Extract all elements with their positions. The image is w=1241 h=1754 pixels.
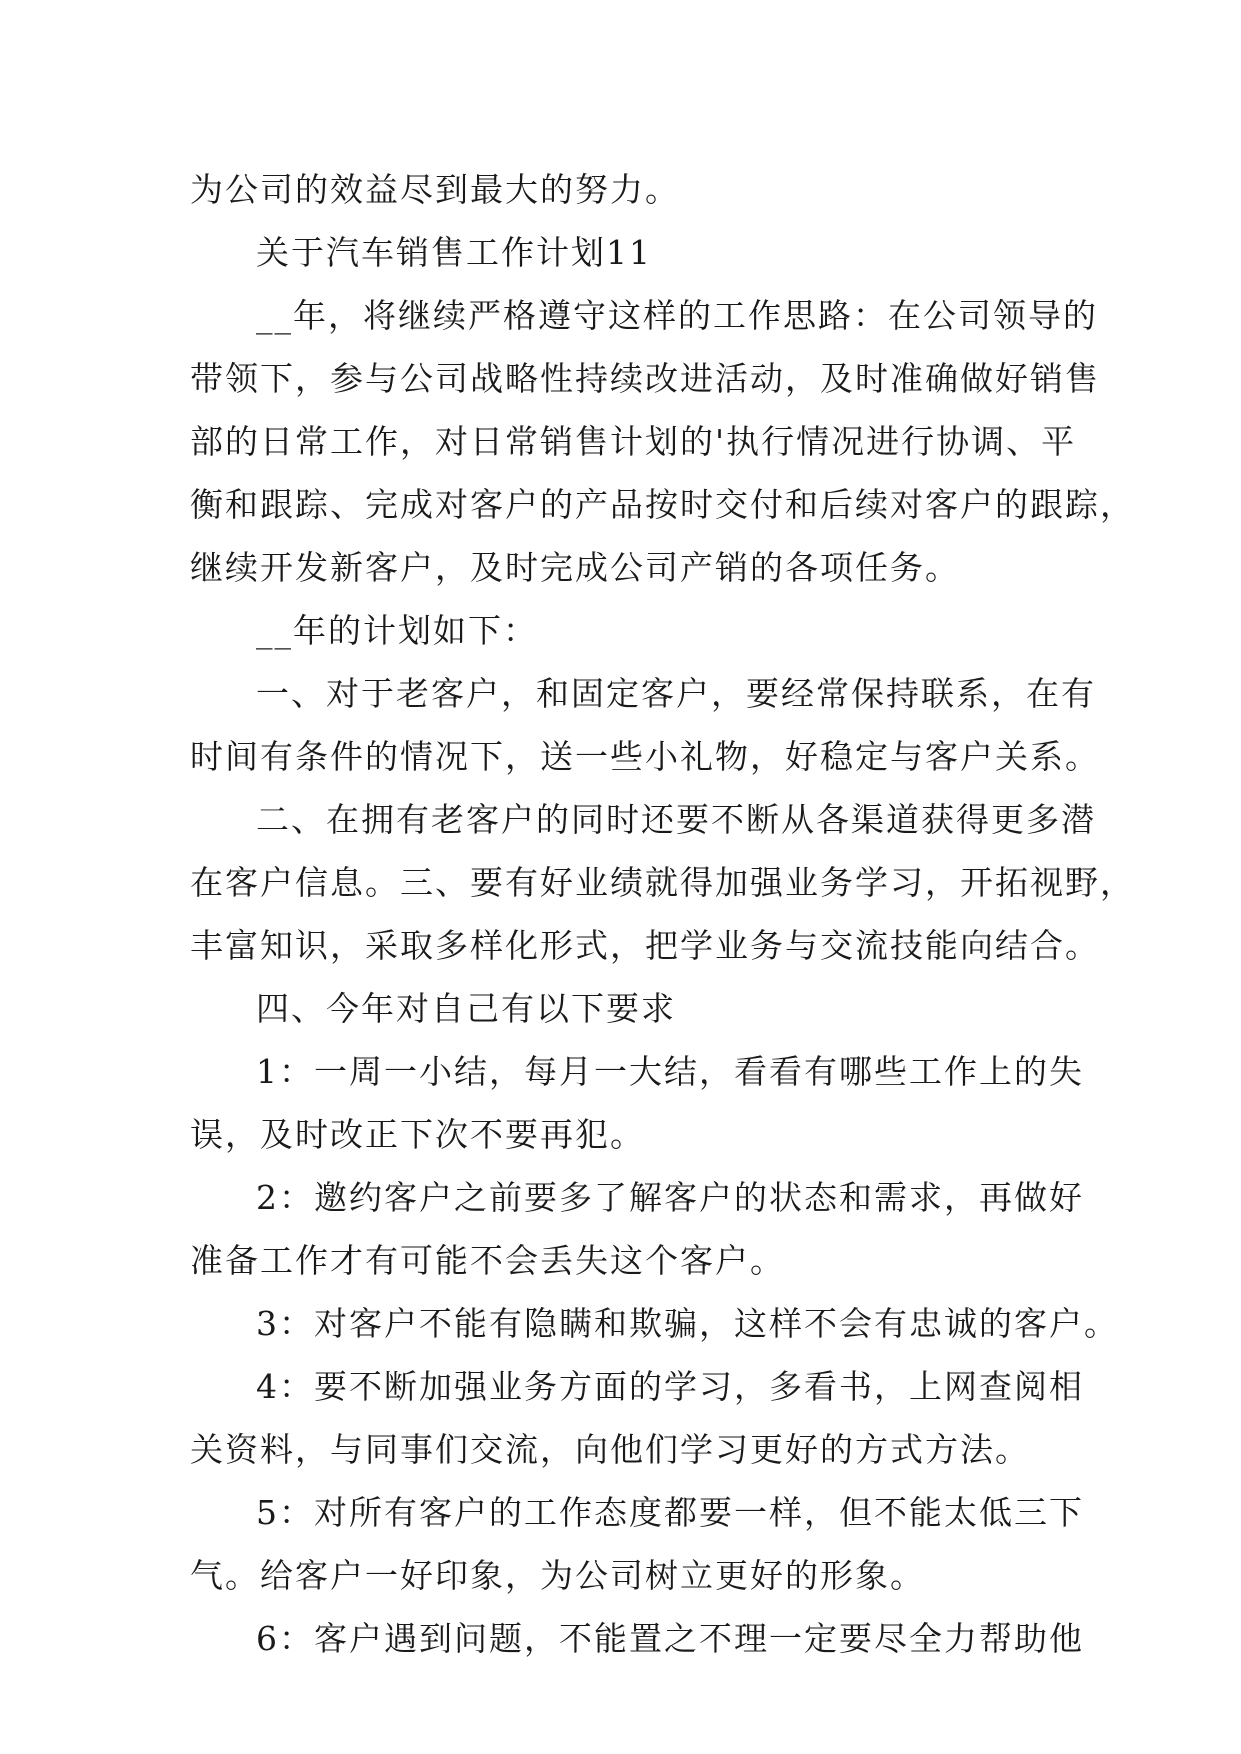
text-line: 一、对于老客户，和固定客户，要经常保持联系，在有 <box>256 674 1096 713</box>
text-line: 带领下，参与公司战略性持续改进活动，及时准确做好销售 <box>190 359 1100 398</box>
text-line: 继续开发新客户，及时完成公司产销的各项任务。 <box>190 548 960 587</box>
text-line: 丰富知识，采取多样化形式，把学业务与交流技能向结合。 <box>190 926 1100 965</box>
text-line: 为公司的效益尽到最大的努力。 <box>190 170 680 209</box>
text-line: 时间有条件的情况下，送一些小礼物，好稳定与客户关系。 <box>190 737 1100 776</box>
text-line: 衡和跟踪、完成对客户的产品按时交付和后续对客户的跟踪， <box>190 485 1135 524</box>
text-line: 气。给客户一好印象，为公司树立更好的形象。 <box>190 1556 925 1595</box>
text-line: 误，及时改正下次不要再犯。 <box>190 1115 645 1154</box>
text-line: 5：对所有客户的工作态度都要一样，但不能太低三下 <box>256 1493 1084 1532</box>
text-line: __年的计划如下： <box>256 611 538 650</box>
text-line: 在客户信息。三、要有好业绩就得加强业务学习，开拓视野， <box>190 863 1135 902</box>
text-line: 关于汽车销售工作计划11 <box>256 233 652 272</box>
text-line: __年，将继续严格遵守这样的工作思路：在公司领导的 <box>256 296 1098 335</box>
text-line: 4：要不断加强业务方面的学习，多看书，上网查阅相 <box>256 1367 1084 1406</box>
document-body <box>190 158 1135 1670</box>
text-line: 准备工作才有可能不会丢失这个客户。 <box>190 1241 785 1280</box>
text-line: 6：客户遇到问题，不能置之不理一定要尽全力帮助他 <box>256 1619 1084 1658</box>
text-line: 二、在拥有老客户的同时还要不断从各渠道获得更多潜 <box>256 800 1096 839</box>
text-line: 2：邀约客户之前要多了解客户的状态和需求，再做好 <box>256 1178 1084 1217</box>
text-line: 关资料，与同事们交流，向他们学习更好的方式方法。 <box>190 1430 1030 1469</box>
text-line: 四、今年对自己有以下要求 <box>256 989 676 1028</box>
text-line: 3：对客户不能有隐瞒和欺骗，这样不会有忠诚的客户。 <box>256 1304 1119 1343</box>
text-line: 1：一周一小结，每月一大结，看看有哪些工作上的失 <box>256 1052 1084 1091</box>
text-line: 部的日常工作，对日常销售计划的'执行情况进行协调、平 <box>190 422 1077 461</box>
